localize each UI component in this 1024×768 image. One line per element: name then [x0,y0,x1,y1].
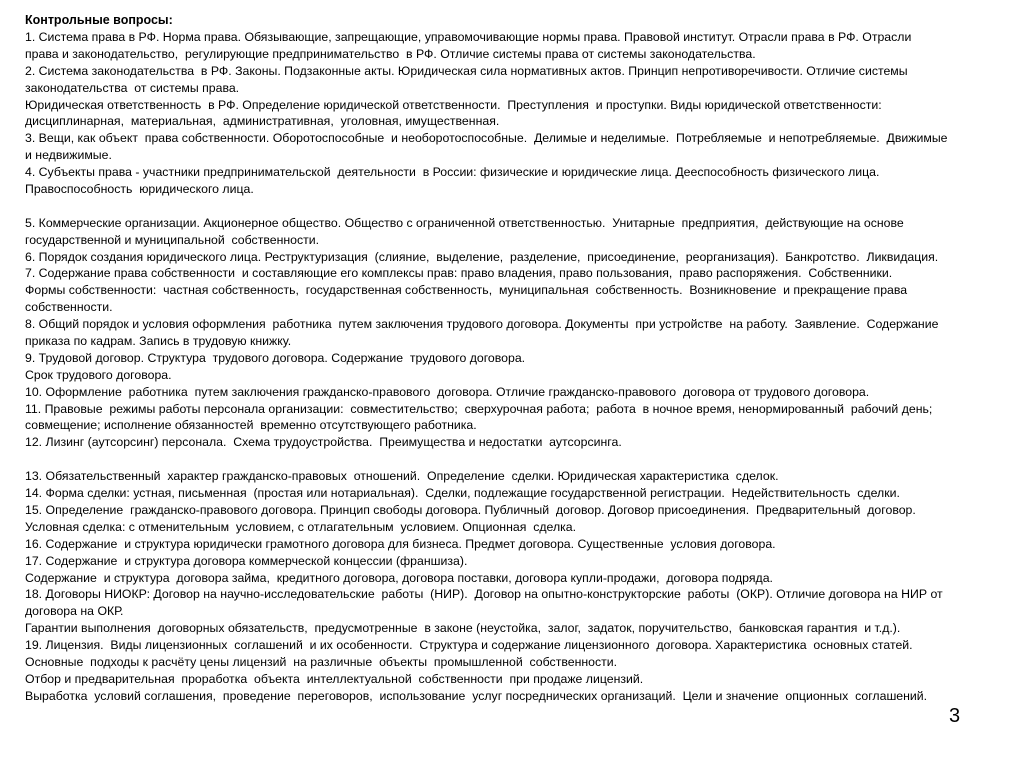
text-line: 10. Оформление работника путем заключения гражданско-правового договора. Отличие гражданско-правового договора от трудового договора. [25,384,870,399]
text-line: Формы собственности: частная собственность, государственная собственность, муниципальная собственность. Возникновение и прекращение права [25,283,908,298]
text-line: 15. Определение гражданско-правового договора. Принцип свободы договора. Публичный договор. Договор присоединения. Предварительный договор. [25,502,916,517]
text-line: Условная сделка: с отменительным условием, с отлагательным условием. Опционная сделка. [25,519,577,534]
text-line: 9. Трудовой договор. Структура трудового договора. Содержание трудового договора. [25,350,526,365]
text-line: 13. Обязательственный характер гражданско-правовых отношений. Определение сделки. Юридическая характеристика сделок. [25,469,779,484]
text-line: Выработка условий соглашения, проведение переговоров, использование услуг посреднических организаций. Цели и значение опционных соглашений. [25,688,928,703]
text-line: собственности. [25,300,113,315]
blank-line [25,451,991,468]
text-line: 5. Коммерческие организации. Акционерное общество. Общество с ограниченной ответственностью. Унитарные предприятия, действующие на основе [25,215,904,230]
text-line: 3. Вещи, как объект права собственности. Оборотоспособные и необоротоспособные. Делимые и неделимые. Потребляемые и непотребляемые. Движимые [25,131,948,146]
text-line: 2. Система законодательства в РФ. Законы. Подзаконные акты. Юридическая сила нормативных актов. Принцип непротиворечивости. Отличие системы [25,63,908,78]
text-line: 17. Содержание и структура договора коммерческой концессии (франшиза). [25,553,468,568]
text-line: 11. Правовые режимы работы персонала организации: совместительство; сверхурочная работа; работа в ночное время, ненормированный рабочий день; [25,401,933,416]
document-title: Контрольные вопросы: [25,13,173,27]
text-line: и недвижимые. [25,148,112,163]
text-line: 19. Лицензия. Виды лицензионных соглашений и их особенности. Структура и содержание лицензионного договора. Характеристика основных статей. [25,638,913,653]
text-line: Отбор и предварительная проработка объекта интеллектуальной собственности при продаже лицензий. [25,671,644,686]
text-line: 12. Лизинг (аутсорсинг) персонала. Схема трудоустройства. Преимущества и недостатки аутсорсинга. [25,435,622,450]
text-line: Гарантии выполнения договорных обязательств, предусмотренные в законе (неустойка, залог, задаток, поручительство, банковская гарантия и т.д.). [25,621,901,636]
text-line: 8. Общий порядок и условия оформления работника путем заключения трудового договора. Документы при устройстве на работу. Заявление. Содержание [25,317,939,332]
text-line: права и законодательство, регулирующие предпринимательство в РФ. Отличие системы права от системы законодательства. [25,46,756,61]
text-line: совмещение; исполнение обязанностей временно отсутствующего работника. [25,418,477,433]
text-line: 7. Содержание права собственности и составляющие его комплексы прав: право владения, право пользования, право распоряжения. Собственники. [25,266,893,281]
text-line: государственной и муниципальной собственности. [25,232,320,247]
text-line: 6. Порядок создания юридического лица. Реструктуризация (слияние, выделение, разделение, присоединение, реорганизация). Банкротство. Ликвидация. [25,249,939,264]
text-line: законодательства от системы права. [25,80,240,95]
text-line: 1. Система права в РФ. Норма права. Обязывающие, запрещающие, управомочивающие нормы права. Правовой институт. Отрасли права в РФ. Отрасли [25,30,912,44]
text-line: Правоспособность юридического лица. [25,182,254,197]
page-number: 3 [949,705,961,727]
text-line: Содержание и структура договора займа, кредитного договора, договора поставки, договора купли-продажи, договора подряда. [25,570,773,585]
blank-line [25,198,991,215]
text-line: Юридическая ответственность в РФ. Определение юридической ответственности. Преступления и проступки. Виды юридической ответственности: [25,97,882,112]
text-line: 18. Договоры НИОКР: Договор на научно-исследовательские работы (НИР). Договор на опытно-конструкторские работы (ОКР). Отличие договора на НИР от [25,587,943,602]
text-line: 4. Субъекты права - участники предпринимательской деятельности в России: физические и юридические лица. Дееспособность физического лица. [25,165,880,180]
text-line: 14. Форма сделки: устная, письменная (простая или нотариальная). Сделки, подлежащие государственной регистрации. Недействительность сделки. [25,486,900,501]
text-line: дисциплинарная, материальная, административная, уголовная, имущественная. [25,114,500,129]
text-line: договора на ОКР. [25,604,124,619]
text-line: приказа по кадрам. Запись в трудовую книжку. [25,334,292,349]
text-line: Основные подходы к расчёту цены лицензий на различные объекты промышленной собственности. [25,654,618,669]
text-line: 16. Содержание и структура юридически грамотного договора для бизнеса. Предмет договора. Существенные условия договора. [25,536,776,551]
text-line: Срок трудового договора. [25,367,172,382]
document-body [25,12,991,705]
question-list [25,29,991,705]
